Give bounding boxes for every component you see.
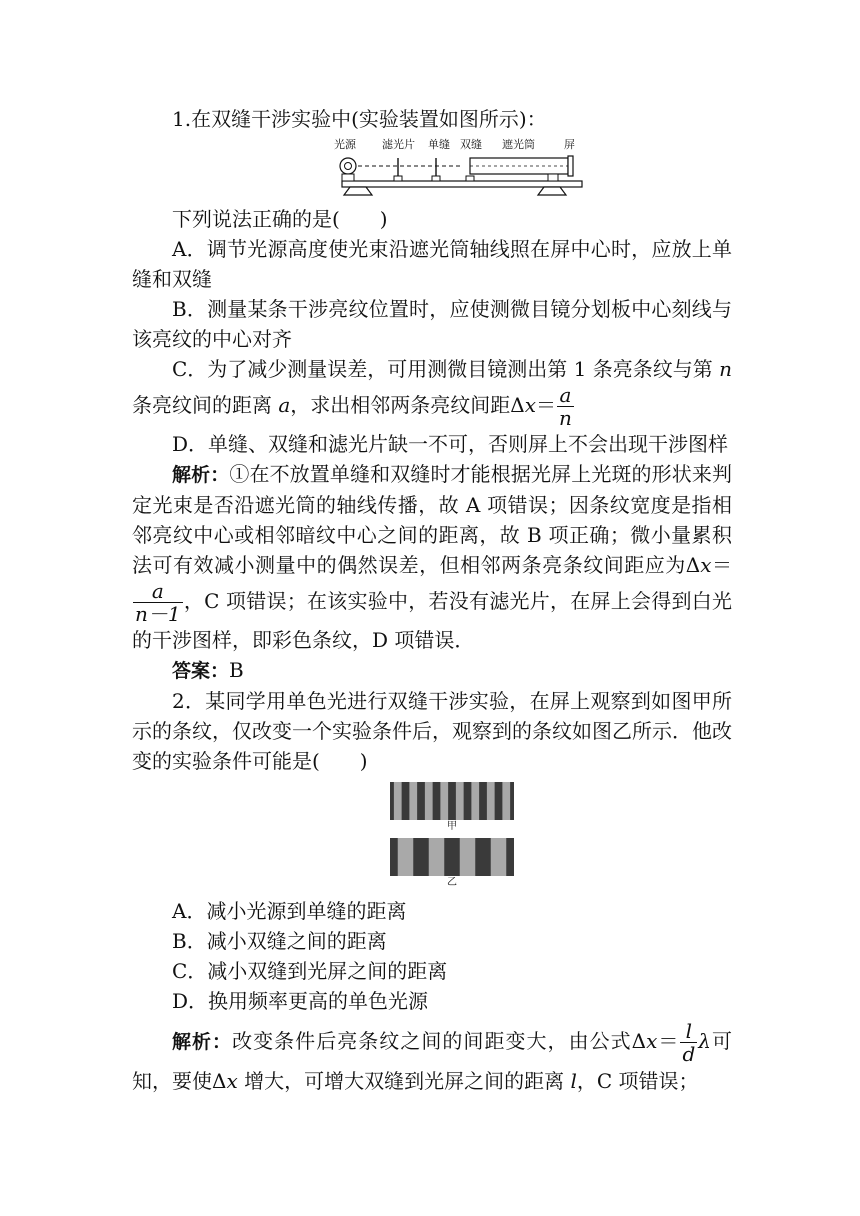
- q1-option-d: D．单缝、双缝和滤光片缺一不可，否则屏上不会出现干涉图样: [172, 432, 729, 456]
- q2-option-b: B．减小双缝之间的距离: [172, 929, 387, 953]
- q1-analysis: [132, 459, 732, 655]
- label-light-source: 光源: [334, 138, 356, 151]
- label-double-slit: 双缝: [460, 138, 482, 151]
- apparatus-drawing: [332, 138, 592, 200]
- fringe-jia-bright-band: [440, 782, 448, 820]
- caption-jia: 甲: [447, 821, 457, 832]
- q2-analysis-text-1: 改变条件后亮条纹之间的间距变大，由公式Δ: [232, 1029, 647, 1053]
- answer-value: B: [229, 658, 244, 682]
- q1-analysis-eq: ＝: [711, 553, 732, 577]
- fringe-yi-bright-band: [491, 838, 507, 876]
- fringe-yi-bright-band: [398, 838, 414, 876]
- q1-option-c-text-2: 条亮纹间的距离: [132, 393, 279, 417]
- q2-analysis-text-4: ，C 项错误；: [576, 1069, 699, 1093]
- q1-option-c-fraction: [557, 384, 574, 429]
- q2-option-c: C．减小双缝到光屏之间的距离: [172, 959, 448, 983]
- q1-analysis-text-1: ①在不放置单缝和双缝时才能根据光屏上光斑的形状来判定光束是否沿遮光筒的轴线传播，故 A 项错误；因条纹宽度是指相邻亮纹中心或相邻暗纹中心之间的距离，故 B 项正确；微小量累积法可有效减小测量中的偶然误差，但相邻两条亮条纹间距应为Δ: [132, 462, 732, 577]
- analysis-label: 解析：: [172, 464, 230, 486]
- caption-yi: 乙: [447, 877, 457, 888]
- q2-option-a: A．减小光源到单缝的距离: [172, 899, 407, 923]
- q1-stem: 1.在双缝干涉实验中(实验装置如图所示)：: [172, 107, 547, 131]
- fringe-figure: [390, 782, 514, 890]
- q1-option-c-var-n: n: [719, 357, 732, 381]
- fraction-numerator: l: [680, 1020, 697, 1043]
- q2-analysis-eq: ＝: [657, 1029, 680, 1053]
- q2-option-d: D．换用频率更高的单色光源: [172, 989, 429, 1013]
- answer-label: 答案：: [172, 660, 230, 682]
- q1-option-a: A．调节光源高度使光束沿遮光筒轴线照在屏中心时，应放上单缝和双缝: [132, 237, 732, 291]
- q2-analysis: [132, 1020, 732, 1097]
- fraction-denominator: n－1: [135, 602, 181, 626]
- q1-option-c-text-3: ，求出相邻两条亮纹间距Δ: [290, 393, 525, 417]
- fringe-jia-background: [390, 782, 514, 820]
- q1-option-c-var-x: x: [524, 393, 537, 417]
- apparatus-diagram: [332, 138, 592, 200]
- q2-analysis-var-x: x: [646, 1029, 658, 1053]
- q2-analysis-var-l: l: [570, 1069, 577, 1093]
- analysis-label: 解析：: [172, 1031, 233, 1053]
- document-page: [132, 104, 732, 1097]
- q1-prompt: 下列说法正确的是( ): [172, 207, 388, 231]
- fringe-jia-bright-band: [487, 782, 495, 820]
- fraction-numerator: a: [133, 580, 183, 603]
- q2-stem: 2．某同学用单色光进行双缝干涉实验，在屏上观察到如图甲所示的条纹，仅改变一个实验条件后，观察到的条纹如图乙所示．他改变的实验条件可能是( ): [132, 689, 732, 773]
- fringe-pattern-yi: [390, 838, 514, 876]
- q2-analysis-text-2: 可知，要使Δ: [132, 1029, 732, 1093]
- fringe-pattern-jia: [390, 782, 514, 820]
- fringe-jia-bright-band: [394, 782, 402, 820]
- q1-analysis-var-x: x: [700, 553, 712, 577]
- q1-option-c-text-1: C．为了减少测量误差，可用测微目镜测出第 1 条亮条纹与第: [172, 357, 720, 381]
- fringe-yi-bright-band: [460, 838, 476, 876]
- label-tube: 遮光筒: [502, 138, 535, 151]
- q1-option-c-var-a: a: [278, 393, 291, 417]
- fringe-jia-bright-band: [471, 782, 479, 820]
- fraction-denominator: d: [682, 1042, 696, 1066]
- fringe-yi-bright-band: [429, 838, 445, 876]
- q1-analysis-text-2: ，C 项错误；在该实验中，若没有滤光片，在屏上会得到白光的干涉图样，即彩色条纹，D 项错误．: [132, 589, 732, 652]
- fringe-jia-bright-band: [502, 782, 510, 820]
- q1-answer: [132, 655, 732, 686]
- q2-analysis-text-3: 增大，可增大双缝到光屏之间的距离: [237, 1069, 571, 1093]
- fraction-denominator: n: [559, 406, 572, 430]
- fraction-numerator: a: [557, 384, 574, 407]
- q2-analysis-fraction: [680, 1020, 697, 1065]
- fringe-jia-bright-band: [456, 782, 464, 820]
- label-filter: 滤光片: [382, 138, 415, 151]
- fringe-jia-bright-band: [425, 782, 433, 820]
- fringe-yi-image: [390, 838, 514, 876]
- q1-analysis-fraction: [133, 580, 183, 625]
- fringe-jia-bright-band: [409, 782, 417, 820]
- q1-option-b: B．测量某条干涉亮纹位置时，应使测微目镜分划板中心刻线与该亮纹的中心对齐: [132, 297, 732, 351]
- q1-option-c-eq: ＝: [536, 393, 557, 417]
- label-single-slit: 单缝: [428, 138, 450, 151]
- label-screen: 屏: [564, 138, 575, 151]
- fringe-jia-image: [390, 782, 514, 820]
- q2-analysis-var-x2: x: [226, 1069, 238, 1093]
- q2-analysis-lambda: λ: [698, 1029, 711, 1053]
- q1-option-c: [132, 354, 732, 429]
